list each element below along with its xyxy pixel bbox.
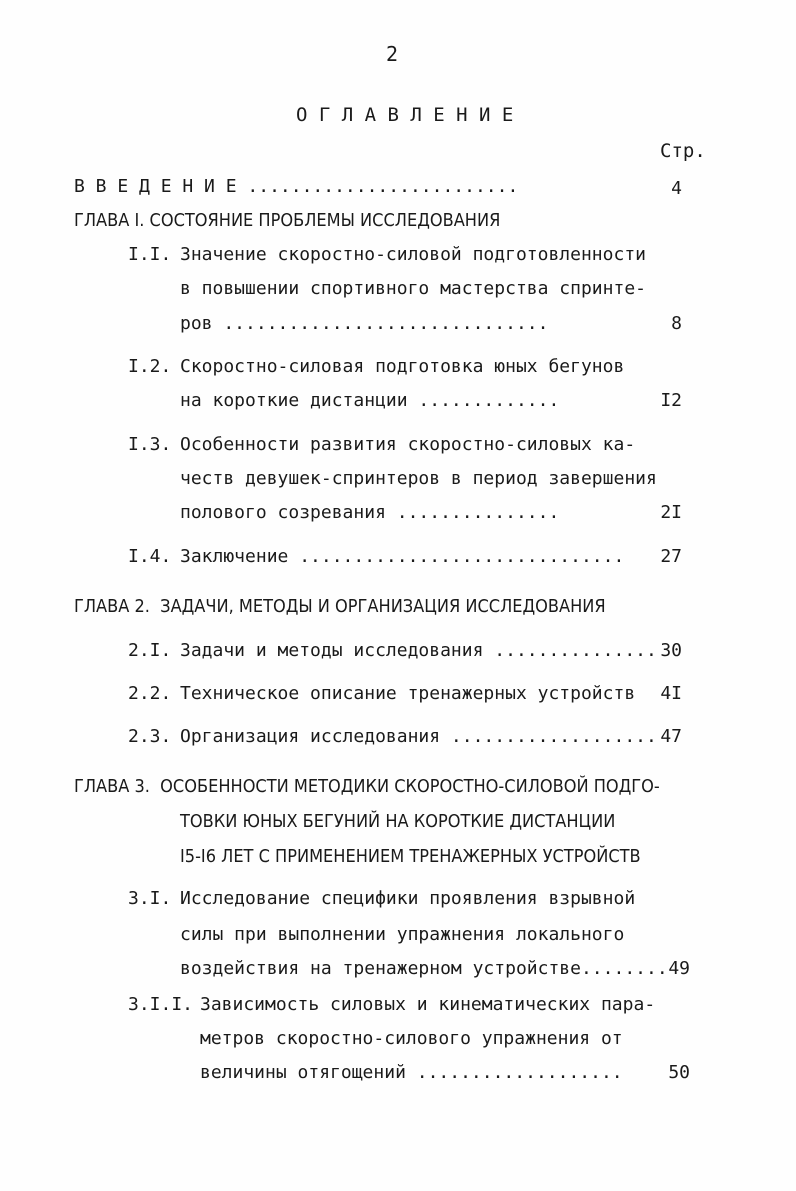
chapter-2-heading: ГЛАВА 2. ЗАДАЧИ, МЕТОДЫ И ОРГАНИЗАЦИЯ ИССЛЕДОВАНИЯ xyxy=(74,596,606,617)
section-2-3-line1: Организация исследования ................... xyxy=(180,726,657,747)
chapter-3-heading-line3: I5-I6 ЛЕТ С ПРИМЕНЕНИЕМ ТРЕНАЖЕРНЫХ УСТРОЙСТВ xyxy=(180,846,641,867)
section-3-1-line3: воздействия на тренажерном устройстве........ xyxy=(180,958,668,979)
toc-title: О Г Л А В Л Е Н И Е xyxy=(296,104,514,126)
section-3-1-1-number: 3.I.I. xyxy=(128,994,194,1015)
section-2-2-line1: Техническое описание тренажерных устройств xyxy=(180,683,636,704)
section-1-4-page: 27 xyxy=(660,546,682,567)
section-2-2-number: 2.2. xyxy=(128,683,172,704)
chapter-3-heading-line1: ГЛАВА 3. ОСОБЕННОСТИ МЕТОДИКИ СКОРОСТНО-СИЛОВОЙ ПОДГО- xyxy=(74,776,660,797)
chapter-3-heading-line2: ТОВКИ ЮНЫХ БЕГУНИЙ НА КОРОТКИЕ ДИСТАНЦИИ xyxy=(180,811,616,832)
section-3-1-line2: силы при выполнении упражнения локального xyxy=(180,924,625,945)
section-2-3-number: 2.3. xyxy=(128,726,172,747)
section-3-1-line1: Исследование специфики проявления взрывной xyxy=(180,888,636,909)
section-1-3-number: I.3. xyxy=(128,434,172,455)
section-1-3-line2: честв девушек-спринтеров в период завершения xyxy=(180,468,657,489)
chapter-1-heading: ГЛАВА I. СОСТОЯНИЕ ПРОБЛЕМЫ ИССЛЕДОВАНИЯ xyxy=(74,210,501,231)
section-2-1-line1: Задачи и методы исследования ............... xyxy=(180,640,657,661)
section-1-4-line1: Заключение .............................. xyxy=(180,546,625,567)
page-number: 2 xyxy=(386,42,399,66)
section-1-2-page: I2 xyxy=(660,390,682,411)
section-1-3-line1: Особенности развития скоростно-силовых ка- xyxy=(180,434,636,455)
section-3-1-1-line2: метров скоростно-силового упражнения от xyxy=(200,1028,623,1049)
toc-entry-intro: В В Е Д Е Н И Е ......................... xyxy=(74,176,519,197)
section-3-1-1-line1: Зависимость силовых и кинематических пара- xyxy=(200,994,656,1015)
section-1-3-page: 2I xyxy=(660,502,682,523)
section-3-1-number: 3.I. xyxy=(128,888,172,909)
section-1-4-number: I.4. xyxy=(128,546,172,567)
section-1-1-line1: Значение скоростно-силовой подготовленности xyxy=(180,244,646,265)
page-column-header: Стр. xyxy=(660,140,706,162)
toc-page-intro: 4 xyxy=(671,178,682,199)
section-1-2-number: I.2. xyxy=(128,356,172,377)
section-3-1-1-line3: величины отягощений ................... xyxy=(200,1062,623,1083)
section-1-2-line1: Скоростно-силовая подготовка юных бегунов xyxy=(180,356,625,377)
section-2-1-page: 30 xyxy=(660,640,682,661)
section-1-1-number: I.I. xyxy=(128,244,172,265)
section-1-2-line2: на короткие дистанции ............. xyxy=(180,390,560,411)
section-1-3-line3: полового созревания ............... xyxy=(180,502,560,523)
section-2-1-number: 2.I. xyxy=(128,640,172,661)
section-3-1-page: 49 xyxy=(668,958,690,979)
section-3-1-1-page: 50 xyxy=(668,1062,690,1083)
section-2-2-page: 4I xyxy=(660,683,682,704)
section-1-1-page: 8 xyxy=(671,313,682,334)
section-1-1-line2: в повышении спортивного мастерства спринте- xyxy=(180,278,646,299)
section-1-1-line3: ров .............................. xyxy=(180,313,549,334)
section-2-3-page: 47 xyxy=(660,726,682,747)
